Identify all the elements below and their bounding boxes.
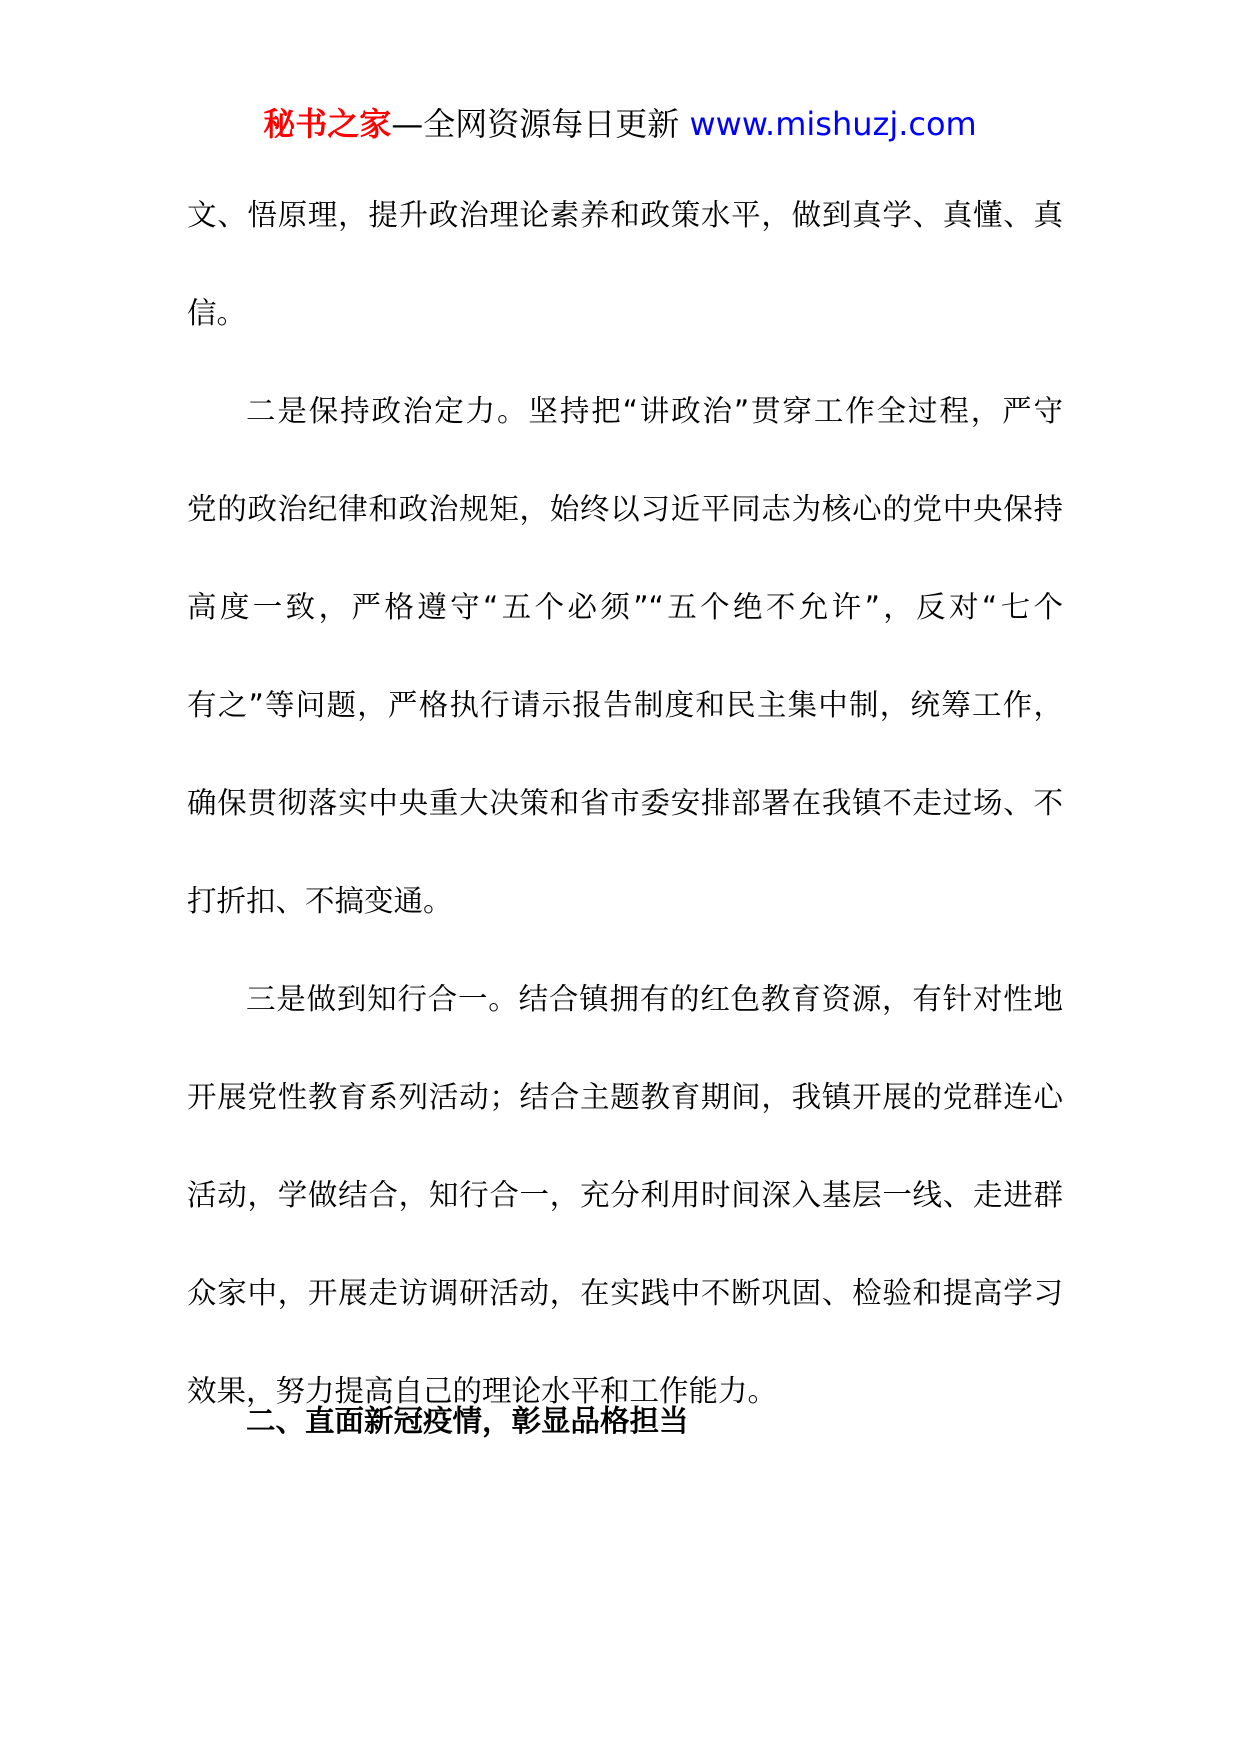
text-line: 党的政治纪律和政治规矩，始终以习近平同志为核心的党中央保持 bbox=[187, 492, 1063, 526]
site-tagline: —全网资源每日更新 bbox=[391, 105, 690, 143]
text-line: 高度一致，严格遵守“五个必须”“五个绝不允许”，反对“七个 bbox=[187, 590, 1063, 624]
text-line: 文、悟原理，提升政治理论素养和政策水平，做到真学、真懂、真 bbox=[187, 198, 1063, 232]
paragraph-knowledge-action bbox=[187, 950, 1063, 1440]
text-line: 众家中，开展走访调研活动，在实践中不断巩固、检验和提高学习 bbox=[187, 1276, 1063, 1310]
site-header bbox=[0, 100, 1240, 148]
text-line: 活动，学做结合，知行合一，充分利用时间深入基层一线、走进群 bbox=[187, 1178, 1063, 1212]
text-line: 三是做到知行合一。结合镇拥有的红色教育资源，有针对性地 bbox=[246, 982, 1063, 1016]
text-line: 开展党性教育系列活动；结合主题教育期间，我镇开展的党群连心 bbox=[187, 1080, 1063, 1114]
section-heading: 二、直面新冠疫情，彰显品格担当 bbox=[246, 1404, 689, 1438]
paragraph-political-stance bbox=[187, 362, 1063, 950]
text-line: 打折扣、不搞变通。 bbox=[187, 884, 453, 918]
text-line: 有之”等问题，严格执行请示报告制度和民主集中制，统筹工作， bbox=[187, 688, 1063, 722]
site-brand: 秘书之家 bbox=[263, 105, 392, 143]
text-line: 确保贯彻落实中央重大决策和省市委安排部署在我镇不走过场、不 bbox=[187, 786, 1063, 820]
text-line: 效果，努力提高自己的理论水平和工作能力。 bbox=[187, 1374, 778, 1408]
site-url-link[interactable]: www.mishuzj.com bbox=[689, 105, 977, 143]
document-body bbox=[187, 166, 1063, 1440]
paragraph-continuation bbox=[187, 166, 1063, 362]
text-line: 二是保持政治定力。坚持把“讲政治”贯穿工作全过程，严守 bbox=[246, 394, 1063, 428]
text-line: 信。 bbox=[187, 296, 247, 330]
